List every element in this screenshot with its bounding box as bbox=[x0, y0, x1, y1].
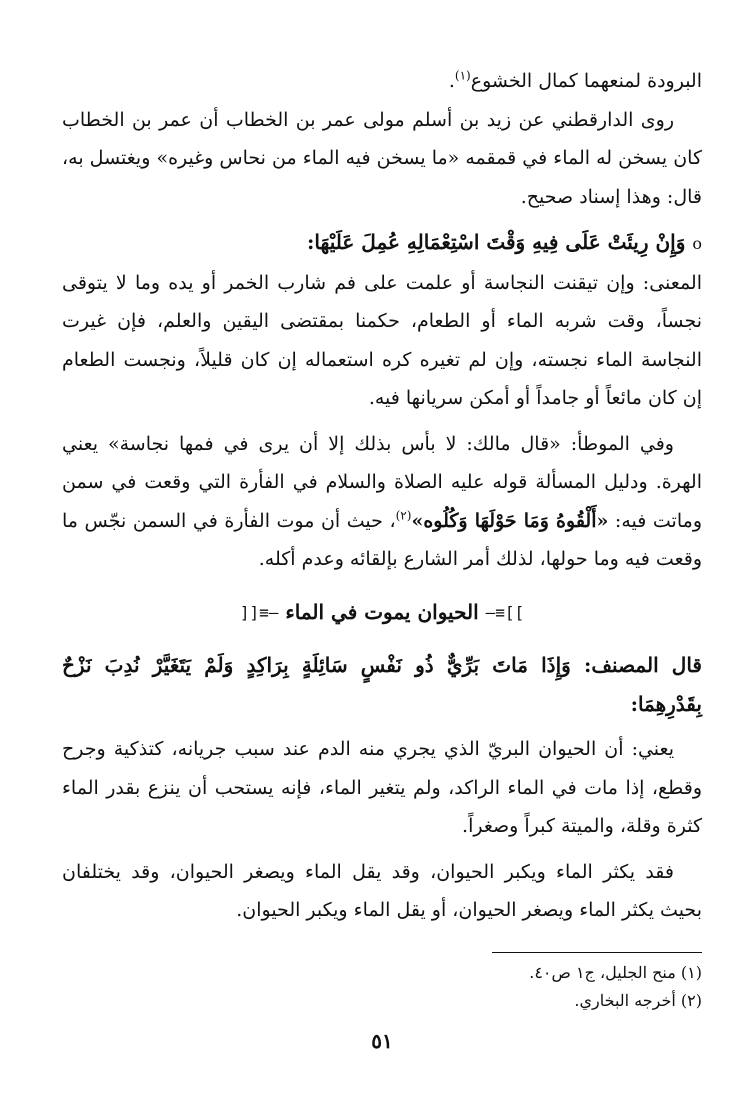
paragraph-1-text: البرودة لمنعهما كمال الخشوع bbox=[470, 70, 702, 92]
paragraph-2: روى الدارقطني عن زيد بن أسلم مولى عمر بن الخطاب أن عمر بن الخطاب كان يسخن له الماء في قمقمه «ما يسخن فيه الماء من نحاس وغيره» ويغتسل به، قال: وهذا إسناد صحيح. bbox=[62, 108, 702, 208]
footnote-ref-1[interactable]: (١) bbox=[454, 68, 471, 83]
section-title bbox=[62, 595, 702, 631]
author-quote-label: قال المصنف: bbox=[583, 653, 702, 677]
ornament-left-icon: —≡[[ bbox=[239, 603, 279, 622]
page-number: ٥١ bbox=[371, 1028, 393, 1053]
footnote-2: (٢) أخرجه البخاري. bbox=[574, 990, 702, 1010]
paragraph-4-part-2: ، حيث أن موت الفأرة في السمن نجّس ما وقعت فيه وما حولها، لذلك أمر الشارع بإلقائه وعدم أكله. bbox=[62, 509, 702, 570]
footnote-1: (١) منح الجليل، ج١ ص٤٠. bbox=[529, 962, 702, 982]
footnotes bbox=[62, 959, 702, 1015]
paragraph-4 bbox=[62, 425, 702, 579]
hadith-quote: «أَلْقُوهُ وَمَا حَوْلَهَا وَكُلُوه» bbox=[411, 509, 609, 532]
ornament-right-icon: ]]≡— bbox=[485, 603, 525, 622]
bullet-icon: o bbox=[692, 234, 702, 253]
heading-1 bbox=[62, 223, 702, 264]
paragraph-6: فقد يكثر الماء ويكبر الحيوان، وقد يقل الماء ويصغر الحيوان، وقد يختلفان بحيث يكثر الماء ويصغر الحيوان، أو يقل الماء ويكبر الحيوان. bbox=[62, 860, 702, 921]
author-quote-text: وَإِذَا مَاتَ بَرِّيٌّ ذُو نَفْسٍ سَائِلَةٍ بِرَاكِدٍ وَلَمْ يَتَغَيَّرْ نُدِبَ نَزْحٌ بِقَدْرِهِمَا: bbox=[62, 653, 702, 716]
heading-1-text: وَإِنْ رِيئَتْ عَلَى فِيهِ وَقْتَ اسْتِعْمَالِهِ عُمِلَ عَلَيْهَا: bbox=[307, 230, 686, 254]
footnote-ref-2[interactable]: (٢) bbox=[395, 508, 412, 523]
paragraph-4-part-1: وفي الموطأ: «قال مالك: لا بأس بذلك إلا أن يرى في فمها نجاسة» يعني الهرة. ودليل المسألة قوله عليه الصلاة والسلام في الفأرة التي وقعت في سمن وماتت فيه: bbox=[62, 432, 702, 532]
document-page bbox=[62, 62, 702, 1055]
paragraph-5: يعني: أن الحيوان البريّ الذي يجري منه الدم عند سبب جريانه، كتذكية وجرح وقطع، إذا مات في الماء الراكد، ولم يتغير الماء، فإنه يستحب أن ينزع بقدر الماء كثرة وقلة، والميتة كبراً وصغراً. bbox=[62, 738, 702, 837]
footnote-divider bbox=[492, 952, 702, 953]
paragraph-1 bbox=[62, 62, 702, 101]
author-quote bbox=[62, 646, 702, 723]
paragraph-3: المعنى: وإن تيقنت النجاسة أو علمت على فم شارب الخمر أو يده وما لا يتوقى نجساً، وقت شربه الماء أو الطعام، حكمنا بمقتضى اليقين والعلم، فإن غيرت النجاسة الماء نجسته، وإن لم تغيره كره استعماله إن كان قليلاً، ونجست الطعام إن كان مائعاً أو جامداً أو أمكن سريانها فيه. bbox=[62, 271, 702, 409]
paragraph-1-end: . bbox=[448, 70, 455, 92]
section-title-text: الحيوان يموت في الماء bbox=[285, 599, 479, 624]
